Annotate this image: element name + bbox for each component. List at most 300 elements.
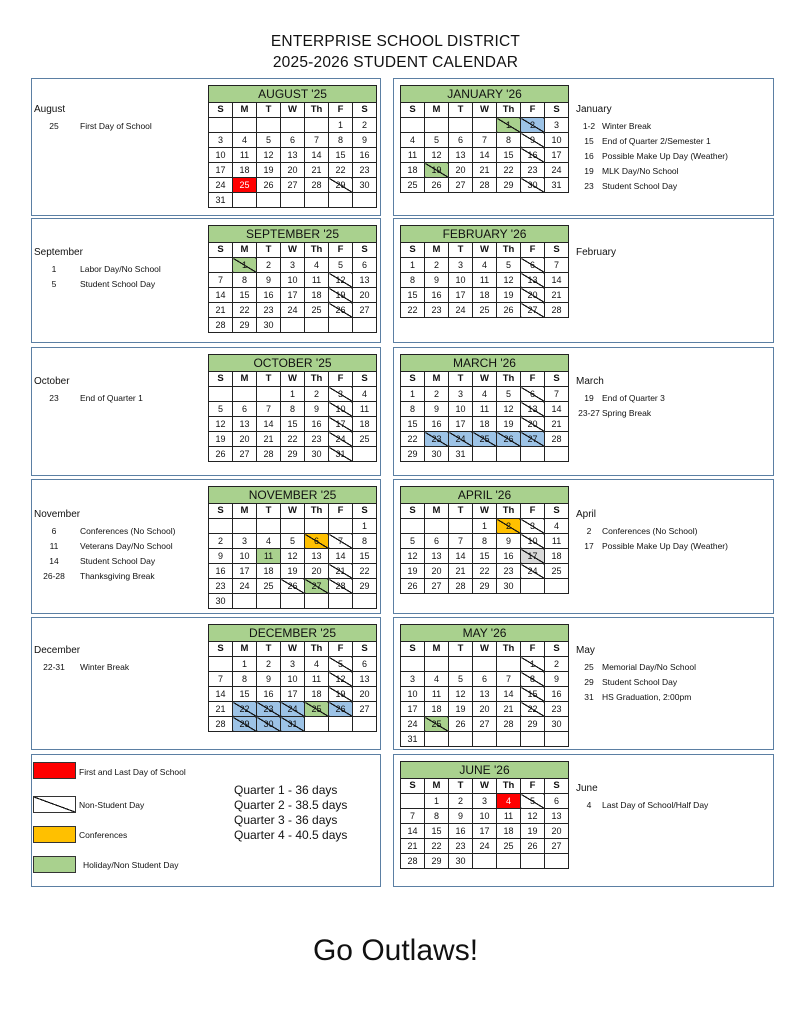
day-cell: 9 — [353, 133, 377, 148]
day-cell: 19 — [329, 288, 353, 303]
day-cell: 9 — [257, 273, 281, 288]
day-cell: 1 — [281, 387, 305, 402]
day-cell: 14 — [545, 402, 569, 417]
day-cell: 17 — [281, 687, 305, 702]
month-grid-october — [208, 354, 377, 462]
event-date: 1 — [51, 264, 57, 274]
day-cell: 10 — [545, 133, 569, 148]
weekday-header: F — [329, 243, 353, 258]
weekday-header: S — [209, 372, 233, 387]
day-cell: 5 — [209, 402, 233, 417]
day-cell: 19 — [497, 417, 521, 432]
empty-day-cell — [305, 318, 329, 333]
weekday-header: F — [521, 372, 545, 387]
empty-day-cell — [305, 519, 329, 534]
day-cell: 13 — [233, 417, 257, 432]
empty-day-cell — [401, 794, 425, 809]
day-cell: 9 — [425, 402, 449, 417]
day-cell: 7 — [401, 809, 425, 824]
day-cell: 16 — [305, 417, 329, 432]
day-cell: 27 — [305, 579, 329, 594]
event-text: Student School Day — [80, 279, 156, 289]
day-cell: 27 — [425, 579, 449, 594]
day-cell: 27 — [353, 702, 377, 717]
weekday-header: S — [401, 779, 425, 794]
event-date: 25 — [49, 121, 59, 131]
day-cell: 21 — [305, 163, 329, 178]
month-grid-february — [400, 225, 569, 318]
day-cell: 8 — [401, 273, 425, 288]
empty-day-cell — [473, 854, 497, 869]
day-cell: 24 — [521, 564, 545, 579]
empty-day-cell — [281, 594, 305, 609]
weekday-header: S — [545, 779, 569, 794]
day-cell: 18 — [305, 288, 329, 303]
empty-day-cell — [305, 717, 329, 732]
day-cell: 1 — [401, 258, 425, 273]
day-cell: 23 — [257, 303, 281, 318]
day-cell: 3 — [449, 258, 473, 273]
day-cell: 14 — [209, 288, 233, 303]
day-cell: 5 — [425, 133, 449, 148]
day-cell: 10 — [329, 402, 353, 417]
event-date: 22-31 — [43, 662, 65, 672]
day-cell: 13 — [473, 687, 497, 702]
weekday-header: T — [257, 372, 281, 387]
day-cell: 15 — [233, 288, 257, 303]
day-cell: 15 — [233, 687, 257, 702]
day-cell: 4 — [257, 534, 281, 549]
day-cell: 11 — [473, 402, 497, 417]
weekday-header: M — [425, 103, 449, 118]
day-cell: 1 — [233, 258, 257, 273]
day-cell: 20 — [521, 288, 545, 303]
weekday-header: F — [329, 642, 353, 657]
day-cell: 8 — [233, 273, 257, 288]
day-cell: 27 — [545, 839, 569, 854]
day-cell: 16 — [257, 288, 281, 303]
day-cell: 17 — [401, 702, 425, 717]
empty-day-cell — [473, 657, 497, 672]
day-cell: 16 — [449, 824, 473, 839]
day-cell: 11 — [233, 148, 257, 163]
weekday-header: M — [233, 243, 257, 258]
day-cell: 14 — [497, 687, 521, 702]
weekday-header: T — [257, 243, 281, 258]
day-cell: 4 — [473, 387, 497, 402]
day-cell: 24 — [449, 432, 473, 447]
day-cell: 15 — [497, 148, 521, 163]
day-cell: 12 — [497, 402, 521, 417]
day-cell: 24 — [233, 579, 257, 594]
weekday-header: S — [401, 103, 425, 118]
event-month-heading: February — [576, 247, 617, 258]
day-cell: 18 — [473, 417, 497, 432]
legend-label-conferences: Conferences — [79, 830, 128, 840]
day-cell: 24 — [449, 303, 473, 318]
day-cell: 6 — [521, 258, 545, 273]
day-cell: 14 — [329, 549, 353, 564]
weekday-header: W — [473, 103, 497, 118]
day-cell: 14 — [545, 273, 569, 288]
day-cell: 14 — [473, 148, 497, 163]
empty-day-cell — [425, 118, 449, 133]
weekday-header: W — [473, 779, 497, 794]
day-cell: 11 — [401, 148, 425, 163]
event-month-heading: August — [34, 104, 66, 115]
day-cell: 26 — [329, 303, 353, 318]
day-cell: 18 — [545, 549, 569, 564]
weekday-header: M — [425, 372, 449, 387]
month-grid-november — [208, 486, 377, 609]
event-text: MLK Day/No School — [602, 166, 679, 176]
day-cell: 3 — [521, 519, 545, 534]
quarter-4: Quarter 4 - 40.5 days — [234, 828, 348, 842]
empty-day-cell — [233, 193, 257, 208]
event-date: 2 — [586, 526, 592, 536]
day-cell: 13 — [353, 273, 377, 288]
day-cell: 11 — [425, 687, 449, 702]
day-cell: 26 — [401, 579, 425, 594]
event-text: Winter Break — [80, 662, 130, 672]
day-cell: 9 — [425, 273, 449, 288]
empty-day-cell — [497, 447, 521, 462]
event-text: Possible Make Up Day (Weather) — [602, 151, 728, 161]
day-cell: 4 — [473, 258, 497, 273]
day-cell: 4 — [305, 657, 329, 672]
day-cell: 20 — [521, 417, 545, 432]
day-cell: 29 — [233, 717, 257, 732]
day-cell: 4 — [353, 387, 377, 402]
day-cell: 2 — [449, 794, 473, 809]
weekday-header: Th — [497, 642, 521, 657]
day-cell: 24 — [401, 717, 425, 732]
day-cell: 25 — [233, 178, 257, 193]
weekday-header: S — [353, 372, 377, 387]
empty-day-cell — [401, 657, 425, 672]
day-cell: 28 — [305, 178, 329, 193]
weekday-header: F — [521, 243, 545, 258]
month-grid-march — [400, 354, 569, 462]
event-date: 31 — [584, 692, 594, 702]
day-cell: 30 — [257, 318, 281, 333]
day-cell: 23 — [521, 163, 545, 178]
empty-day-cell — [305, 193, 329, 208]
weekday-header: F — [329, 372, 353, 387]
event-date: 19 — [584, 166, 594, 176]
weekday-header: F — [521, 779, 545, 794]
day-cell: 8 — [401, 402, 425, 417]
month-name: DECEMBER '25 — [209, 625, 377, 642]
day-cell: 15 — [401, 288, 425, 303]
weekday-header: F — [521, 103, 545, 118]
day-cell: 7 — [209, 672, 233, 687]
weekday-header: M — [233, 372, 257, 387]
day-cell: 2 — [257, 258, 281, 273]
day-cell: 31 — [401, 732, 425, 747]
day-cell: 23 — [305, 432, 329, 447]
weekday-header: S — [209, 642, 233, 657]
day-cell: 15 — [281, 417, 305, 432]
weekday-header: Th — [497, 779, 521, 794]
day-cell: 13 — [425, 549, 449, 564]
weekday-header: T — [257, 642, 281, 657]
day-cell: 18 — [305, 687, 329, 702]
day-cell: 14 — [257, 417, 281, 432]
day-cell: 21 — [257, 432, 281, 447]
empty-day-cell — [545, 732, 569, 747]
day-cell: 3 — [401, 672, 425, 687]
event-text: Student School Day — [602, 181, 678, 191]
legend-label-holiday: Holiday/Non Student Day — [83, 860, 179, 870]
month-name: MARCH '26 — [401, 355, 569, 372]
event-month-heading: December — [34, 645, 81, 656]
weekday-header: W — [473, 372, 497, 387]
empty-day-cell — [305, 118, 329, 133]
weekday-header: T — [449, 243, 473, 258]
day-cell: 21 — [209, 702, 233, 717]
day-cell: 28 — [497, 717, 521, 732]
day-cell: 10 — [233, 549, 257, 564]
day-cell: 27 — [233, 447, 257, 462]
day-cell: 12 — [257, 148, 281, 163]
event-text: Veterans Day/No School — [80, 541, 173, 551]
day-cell: 9 — [305, 402, 329, 417]
event-text: Memorial Day/No School — [602, 662, 697, 672]
day-cell: 16 — [209, 564, 233, 579]
quarter-3: Quarter 3 - 36 days — [234, 813, 338, 827]
day-cell: 13 — [545, 809, 569, 824]
day-cell: 5 — [449, 672, 473, 687]
empty-day-cell — [473, 447, 497, 462]
day-cell: 10 — [281, 273, 305, 288]
day-cell: 4 — [233, 133, 257, 148]
empty-day-cell — [257, 519, 281, 534]
day-cell: 21 — [497, 702, 521, 717]
day-cell: 5 — [329, 657, 353, 672]
day-cell: 6 — [521, 387, 545, 402]
weekday-header: S — [545, 642, 569, 657]
day-cell: 25 — [401, 178, 425, 193]
empty-day-cell — [353, 318, 377, 333]
day-cell: 23 — [425, 432, 449, 447]
day-cell: 17 — [449, 288, 473, 303]
day-cell: 3 — [545, 118, 569, 133]
day-cell: 22 — [353, 564, 377, 579]
weekday-header: W — [281, 103, 305, 118]
empty-day-cell — [497, 732, 521, 747]
day-cell: 1 — [521, 657, 545, 672]
event-date: 29 — [584, 677, 594, 687]
day-cell: 4 — [305, 258, 329, 273]
day-cell: 29 — [497, 178, 521, 193]
day-cell: 23 — [545, 702, 569, 717]
day-cell: 31 — [449, 447, 473, 462]
day-cell: 22 — [401, 303, 425, 318]
day-cell: 15 — [473, 549, 497, 564]
day-cell: 16 — [257, 687, 281, 702]
day-cell: 19 — [257, 163, 281, 178]
day-cell: 1 — [233, 657, 257, 672]
day-cell: 2 — [305, 387, 329, 402]
day-cell: 29 — [329, 178, 353, 193]
empty-day-cell — [545, 854, 569, 869]
weekday-header: W — [473, 642, 497, 657]
day-cell: 22 — [473, 564, 497, 579]
day-cell: 7 — [545, 387, 569, 402]
day-cell: 2 — [497, 519, 521, 534]
empty-day-cell — [425, 732, 449, 747]
month-name: MAY '26 — [401, 625, 569, 642]
event-date: 25 — [584, 662, 594, 672]
weekday-header: M — [233, 504, 257, 519]
day-cell: 16 — [497, 549, 521, 564]
day-cell: 24 — [545, 163, 569, 178]
day-cell: 3 — [473, 794, 497, 809]
day-cell: 30 — [257, 717, 281, 732]
weekday-header: T — [257, 504, 281, 519]
weekday-header: M — [425, 642, 449, 657]
event-text: Conferences (No School) — [80, 526, 176, 536]
month-grid-june — [400, 761, 569, 869]
day-cell: 2 — [545, 657, 569, 672]
day-cell: 18 — [353, 417, 377, 432]
day-cell: 21 — [209, 303, 233, 318]
legend-label-first-last: First and Last Day of School — [79, 767, 186, 777]
day-cell: 3 — [233, 534, 257, 549]
weekday-header: Th — [305, 642, 329, 657]
day-cell: 25 — [305, 303, 329, 318]
empty-day-cell — [449, 519, 473, 534]
empty-day-cell — [305, 594, 329, 609]
day-cell: 7 — [449, 534, 473, 549]
day-cell: 3 — [281, 657, 305, 672]
day-cell: 17 — [473, 824, 497, 839]
day-cell: 18 — [425, 702, 449, 717]
day-cell: 28 — [545, 303, 569, 318]
month-grid-april — [400, 486, 569, 594]
event-date: 6 — [51, 526, 57, 536]
day-cell: 25 — [473, 432, 497, 447]
day-cell: 4 — [545, 519, 569, 534]
day-cell: 27 — [353, 303, 377, 318]
day-cell: 24 — [209, 178, 233, 193]
day-cell: 18 — [401, 163, 425, 178]
weekday-header: M — [425, 779, 449, 794]
weekday-header: Th — [305, 103, 329, 118]
day-cell: 1 — [353, 519, 377, 534]
day-cell: 28 — [329, 579, 353, 594]
day-cell: 29 — [233, 318, 257, 333]
day-cell: 28 — [449, 579, 473, 594]
event-date: 16 — [584, 151, 594, 161]
weekday-header: M — [233, 103, 257, 118]
empty-day-cell — [353, 447, 377, 462]
empty-day-cell — [257, 118, 281, 133]
event-month-heading: March — [576, 376, 604, 387]
empty-day-cell — [281, 118, 305, 133]
day-cell: 29 — [353, 579, 377, 594]
empty-day-cell — [281, 519, 305, 534]
day-cell: 22 — [233, 702, 257, 717]
month-name: JANUARY '26 — [401, 86, 569, 103]
day-cell: 31 — [545, 178, 569, 193]
day-cell: 24 — [281, 702, 305, 717]
day-cell: 24 — [473, 839, 497, 854]
day-cell: 7 — [305, 133, 329, 148]
day-cell: 6 — [353, 657, 377, 672]
day-cell: 2 — [209, 534, 233, 549]
day-cell: 10 — [521, 534, 545, 549]
day-cell: 22 — [281, 432, 305, 447]
weekday-header: S — [209, 243, 233, 258]
event-date: 26-28 — [43, 571, 65, 581]
weekday-header: S — [545, 103, 569, 118]
legend-swatch-slash — [33, 796, 76, 813]
motto: Go Outlaws! — [312, 934, 479, 967]
day-cell: 2 — [521, 118, 545, 133]
day-cell: 6 — [545, 794, 569, 809]
weekday-header: W — [281, 243, 305, 258]
day-cell: 30 — [425, 447, 449, 462]
empty-day-cell — [329, 193, 353, 208]
day-cell: 5 — [401, 534, 425, 549]
weekday-header: S — [545, 372, 569, 387]
event-text: Labor Day/No School — [80, 264, 161, 274]
day-cell: 27 — [449, 178, 473, 193]
day-cell: 13 — [521, 402, 545, 417]
day-cell: 10 — [473, 809, 497, 824]
day-cell: 27 — [473, 717, 497, 732]
day-cell: 12 — [329, 273, 353, 288]
day-cell: 16 — [521, 148, 545, 163]
day-cell: 19 — [521, 824, 545, 839]
day-cell: 16 — [545, 687, 569, 702]
weekday-header: S — [209, 103, 233, 118]
day-cell: 28 — [545, 432, 569, 447]
empty-day-cell — [209, 387, 233, 402]
empty-day-cell — [425, 657, 449, 672]
empty-day-cell — [473, 732, 497, 747]
empty-day-cell — [233, 519, 257, 534]
event-date: 14 — [49, 556, 59, 566]
day-cell: 7 — [497, 672, 521, 687]
day-cell: 13 — [521, 273, 545, 288]
day-cell: 28 — [209, 717, 233, 732]
empty-day-cell — [449, 118, 473, 133]
weekday-header: S — [545, 243, 569, 258]
empty-day-cell — [257, 193, 281, 208]
weekday-header: M — [425, 504, 449, 519]
day-cell: 12 — [449, 687, 473, 702]
day-cell: 15 — [353, 549, 377, 564]
day-cell: 7 — [209, 273, 233, 288]
day-cell: 2 — [425, 258, 449, 273]
day-cell: 12 — [329, 672, 353, 687]
weekday-header: T — [449, 642, 473, 657]
day-cell: 6 — [305, 534, 329, 549]
day-cell: 30 — [209, 594, 233, 609]
day-cell: 7 — [545, 258, 569, 273]
day-cell: 8 — [425, 809, 449, 824]
month-name: OCTOBER '25 — [209, 355, 377, 372]
day-cell: 7 — [329, 534, 353, 549]
event-text: Last Day of School/Half Day — [602, 800, 709, 810]
empty-day-cell — [521, 579, 545, 594]
event-text: End of Quarter 2/Semester 1 — [602, 136, 711, 146]
day-cell: 13 — [353, 672, 377, 687]
district-title: ENTERPRISE SCHOOL DISTRICT — [270, 33, 521, 50]
